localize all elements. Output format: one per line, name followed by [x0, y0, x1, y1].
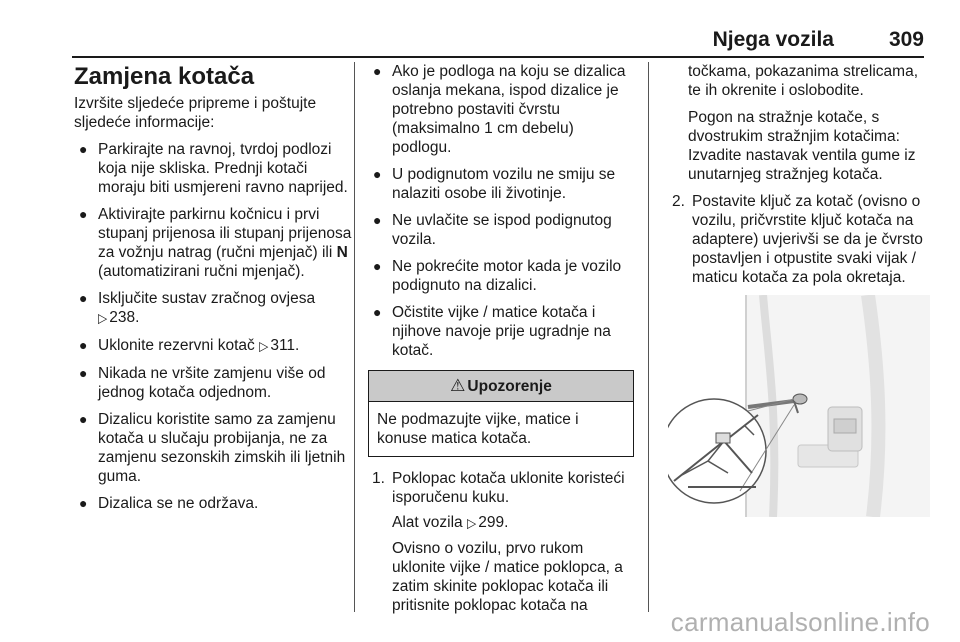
step-item: 2. Postavite ključ za kotač (ovisno o vozilu, pričvrstite ključ kotača na adaptere) uvjerivši se da je čvrsto postavljen i otpustite svaki vijak / maticu kotača za pola okretaja.	[672, 193, 923, 286]
wheel-wrench-illustration	[668, 295, 930, 517]
steps-list	[668, 192, 930, 287]
warning-triangle-icon: ⚠	[450, 376, 466, 395]
list-item: ● Ne pokrećite motor kada je vozilo podignuto na dizalici.	[373, 258, 622, 294]
column-divider	[648, 62, 649, 612]
header-rule	[72, 56, 924, 58]
step-item: 1. Poklopac kotača uklonite koristeći isporučenu kuku. Alat vozila ▷ 299. Ovisno o vozilu, prvo rukom uklonite vijke / matice poklopca, a zatim skinite poklopac kotača ili pritisnite poklopac kotača na	[372, 470, 625, 614]
column-3	[668, 62, 930, 517]
wheel-wrench-figure	[668, 295, 930, 517]
bullet-icon: ●	[79, 206, 88, 222]
page-ref-link[interactable]: 238.	[109, 309, 140, 326]
warning-header: ⚠ Upozorenje	[369, 371, 633, 402]
watermark: carmanualsonline.info	[670, 607, 930, 637]
page-number: 309	[888, 28, 924, 51]
bullet-icon: ●	[79, 365, 88, 381]
page-ref-link[interactable]: 311.	[270, 337, 300, 354]
section-title: Njega vozila	[712, 28, 834, 51]
warning-box	[368, 370, 634, 457]
list-item: ● Očistite vijke / matice kotača i njihove navoje prije ugradnje na kotač.	[373, 304, 611, 359]
warning-text: Ne podmazujte vijke, matice i konuse matica kotača.	[377, 411, 579, 447]
bullet-icon: ●	[79, 290, 88, 306]
list-item: ● U podignutom vozilu ne smiju se nalaziti osobe ili životinje.	[373, 166, 616, 202]
page-ref-arrow-icon: ▷	[259, 338, 269, 354]
bullet-icon: ●	[79, 495, 88, 511]
list-item: ● Nikada ne vršite zamjenu više od jednog kotača odjednom.	[79, 365, 326, 401]
steps-list	[368, 469, 634, 615]
bullet-icon: ●	[373, 166, 382, 182]
bullet-icon: ●	[79, 141, 88, 157]
list-item: ● Aktivirajte parkirnu kočnicu i prvi stupanj prijenosa ili stupanj prijenosa za vožnju natrag (ručni mjenjač) ili N (automatizirani ručni mjenjač).	[79, 206, 352, 280]
page-ref-link[interactable]: 299.	[478, 514, 509, 531]
list-item: ● Parkirajte na ravnoj, tvrdoj podlozi koja nije skliska. Prednji kotači moraju biti usmjereni ravno naprijed.	[79, 141, 348, 196]
list-item: ● Isključite sustav zračnog ovjesa ▷ 238.	[74, 289, 352, 328]
page-ref-arrow-icon: ▷	[98, 310, 108, 326]
rear-drive-note: Pogon na stražnje kotače, s dvostrukim stražnjim kotačima: Izvadite nastavak ventila gume iz unutarnjeg stražnjeg kotača.	[688, 109, 916, 183]
list-item: ● Dizalicu koristite samo za zamjenu kotača u slučaju probijanja, ne za zamjenu sezonskih zimskih ili ljetnih guma.	[79, 411, 346, 485]
bullet-list	[74, 140, 352, 513]
list-item: ● Uklonite rezervni kotač ▷ 311.	[74, 336, 352, 356]
list-item: ● Dizalica se ne održava.	[79, 495, 259, 512]
intro-text: Izvršite sljedeće pripreme i poštujte sljedeće informacije:	[74, 95, 317, 131]
list-item: ● Ne uvlačite se ispod podignutog vozila.	[373, 212, 612, 248]
bullet-icon: ●	[373, 63, 382, 79]
column-divider	[354, 62, 355, 612]
list-item: ● Ako je podloga na koju se dizalica oslanja mekana, ispod dizalice je potrebno postaviti čvrstu (maksimalno 1 cm debelu) podlogu.	[373, 63, 626, 156]
page-title: Zamjena kotača	[74, 63, 255, 90]
bullet-icon: ●	[373, 304, 382, 320]
page-header	[72, 24, 924, 54]
bullet-icon: ●	[79, 337, 88, 353]
bullet-icon: ●	[79, 411, 88, 427]
column-2	[368, 62, 634, 623]
column-1	[74, 62, 352, 521]
continued-text: točkama, pokazanima strelicama, te ih okrenite i oslobodite.	[688, 63, 919, 99]
bullet-icon: ●	[373, 212, 382, 228]
bullet-icon: ●	[373, 258, 382, 274]
page-ref-arrow-icon: ▷	[466, 515, 477, 531]
bullet-list	[368, 62, 634, 360]
